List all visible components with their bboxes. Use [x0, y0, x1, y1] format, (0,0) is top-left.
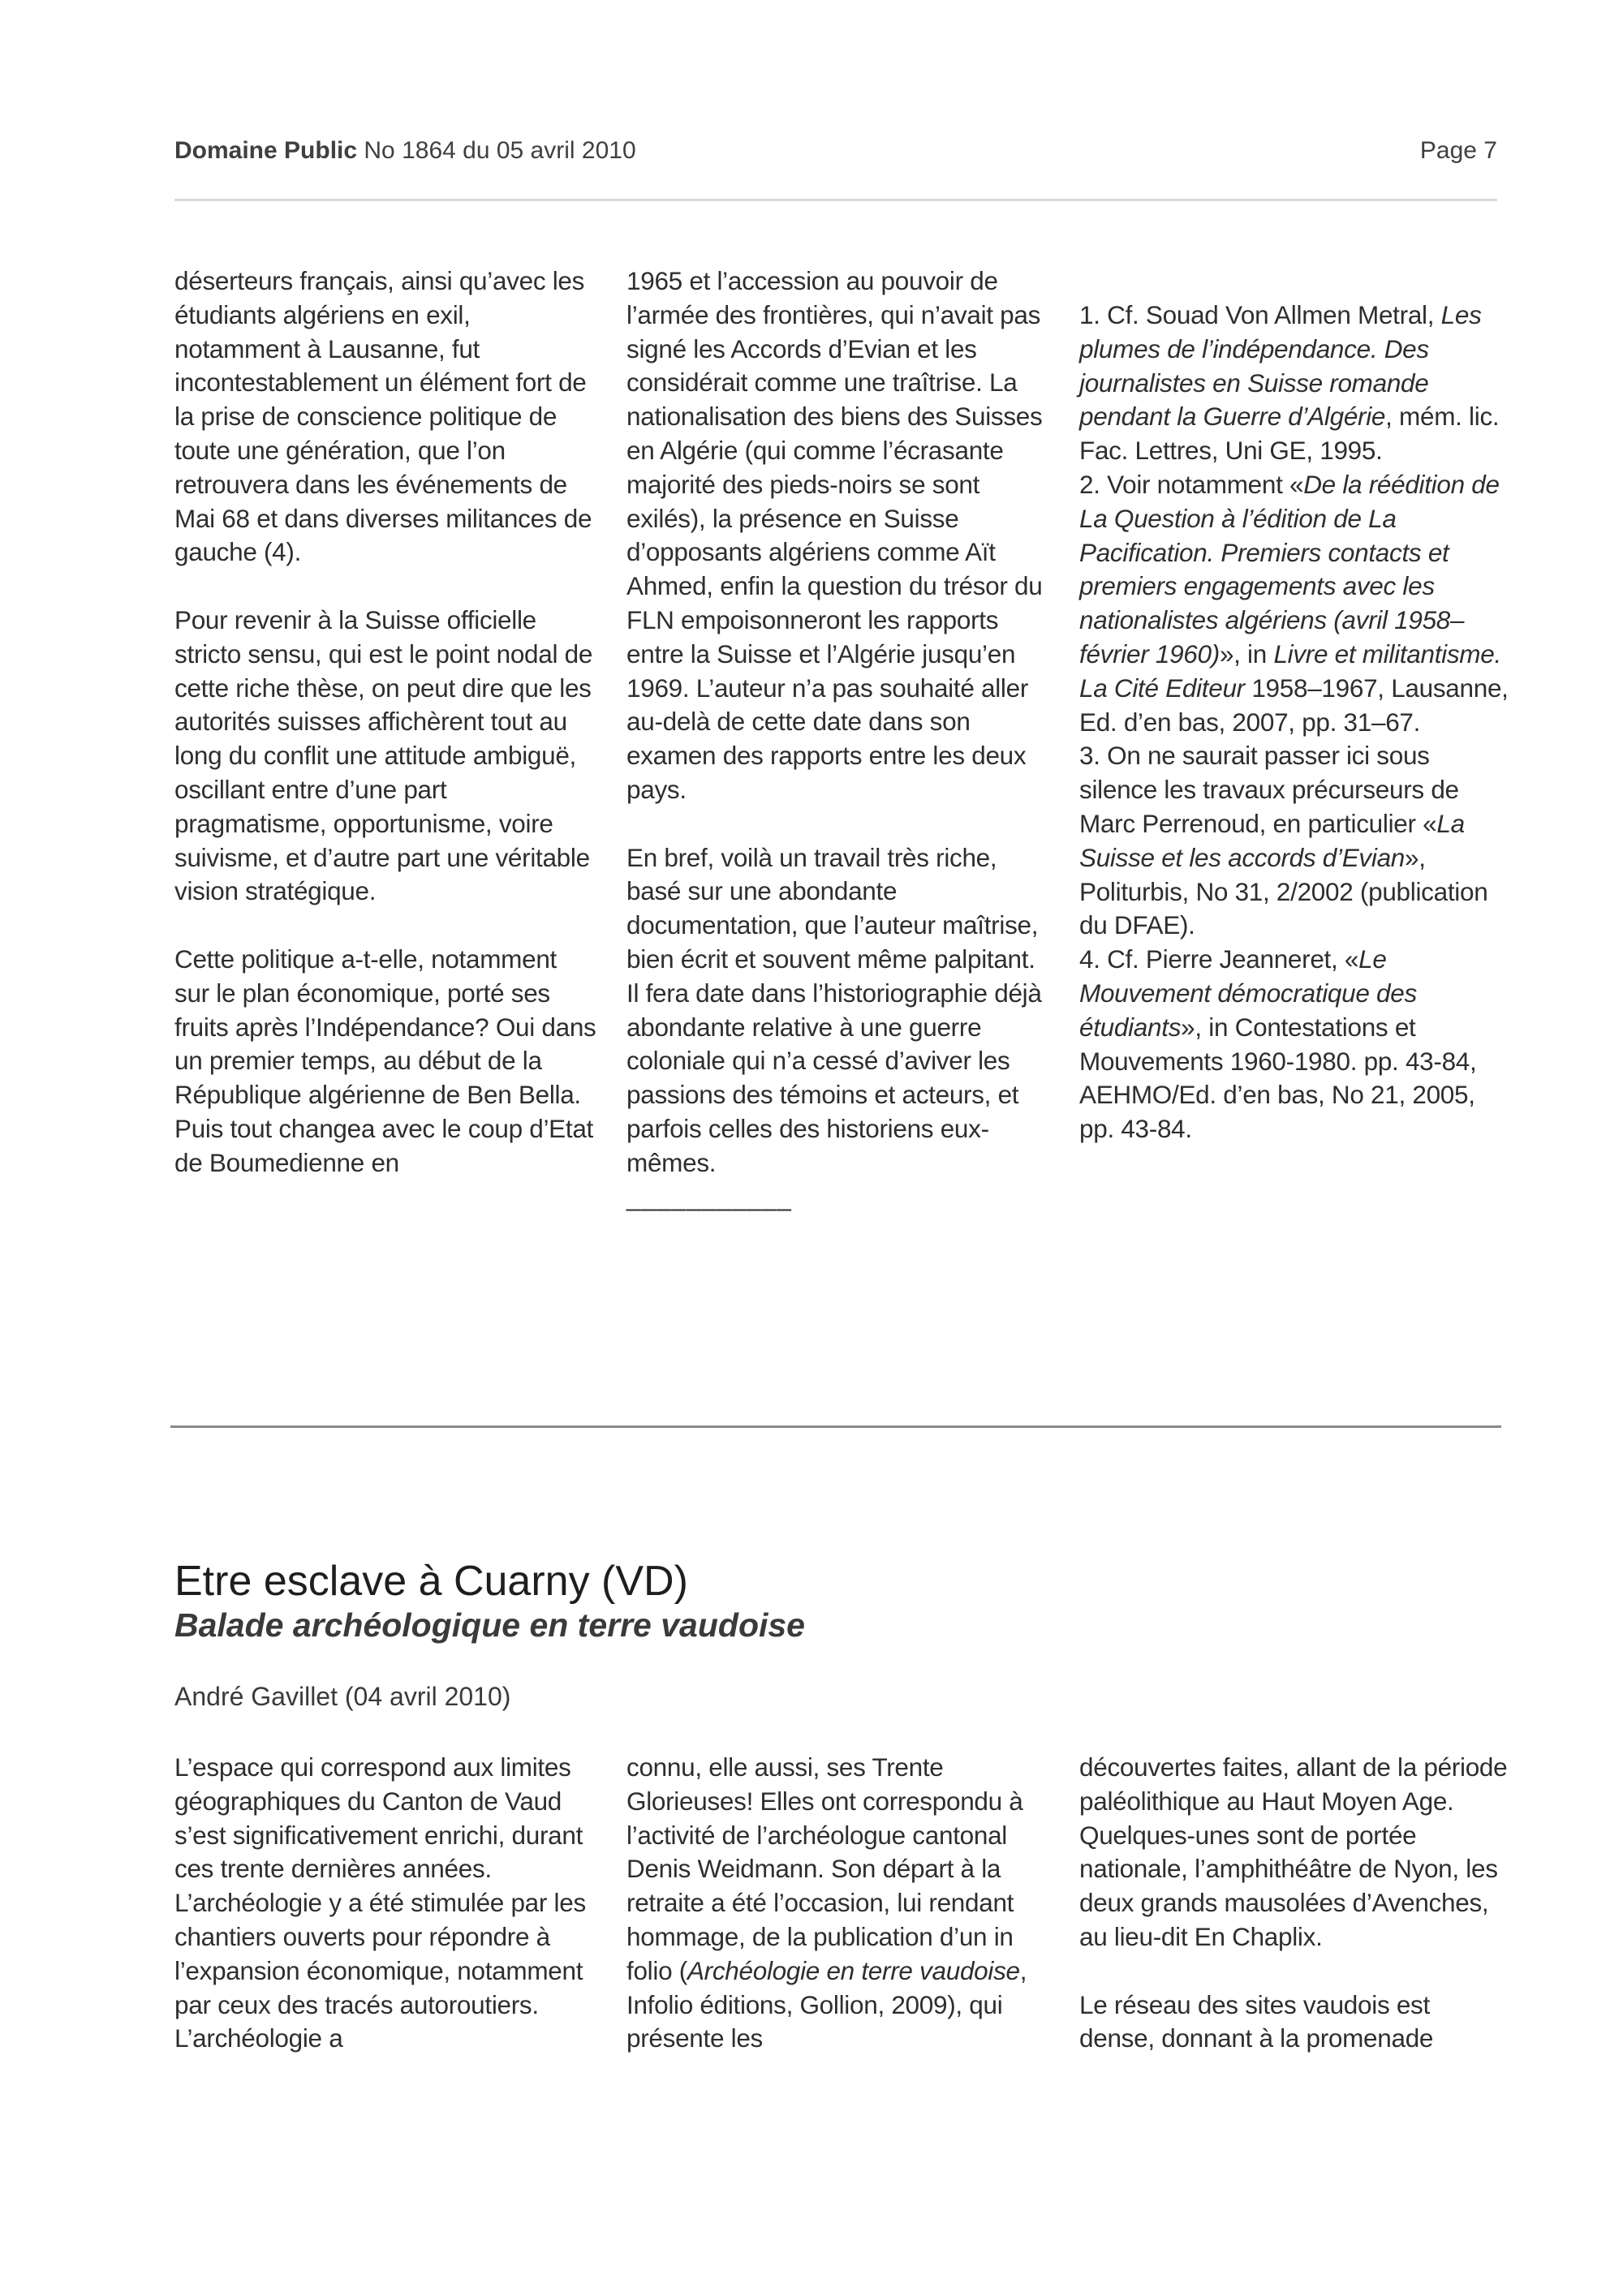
footnotes-column	[1079, 299, 1509, 1146]
paragraph: déserteurs français, ainsi qu’avec les étudiants algériens en exil, notamment à Lausanne, fut incontestablement un élément fort de la prise de conscience politique de toute une génération, que l’on retrouvera dans les événements de Mai 68 et dans diverses militances de gauche (4).	[174, 266, 592, 567]
footnote-text: », in	[1219, 638, 1274, 669]
footnote-separator: ___________	[626, 1181, 792, 1211]
footnote-title: La Suisse et les accords d’Evian	[1079, 808, 1465, 872]
paragraph: Le réseau des sites vaudois est dense, donnant à la promenade	[1079, 1989, 1434, 2053]
article-divider	[170, 1425, 1501, 1428]
footnote-title: Le Mouvement démocratique des étudiants	[1079, 944, 1417, 1042]
book-title: Archéologie en terre vaudoise	[687, 1955, 1020, 1985]
continued-column-2	[626, 264, 1048, 1214]
footnote-text: 2. Voir notamment «	[1079, 469, 1304, 499]
issue-info: No 1864 du 05 avril 2010	[364, 137, 636, 164]
footnote-1	[1079, 299, 1509, 468]
footnote-text: », Politurbis, No 31, 2/2002 (publication du DFAE).	[1079, 842, 1488, 940]
paragraph-text: En bref, voilà un travail très riche, basé sur une abondante documentation, que l’auteur maîtrise, bien écrit et souvent même palpitant. Il fera date dans l’historiographie déjà abondante relative à une guerre coloniale qui n’a cessé d’aviver les passions des témoins et acteurs, et parfois celles des historiens eux-mêmes.	[626, 842, 1042, 1177]
page-number: Page 7	[1419, 137, 1497, 164]
footnote-2	[1079, 468, 1509, 739]
footnote-title: Les plumes de l’indépendance. Des journalistes en Suisse romande pendant la Guerre d’Algérie	[1079, 300, 1482, 432]
page-header	[174, 135, 1497, 167]
paragraph	[626, 1751, 1048, 2056]
footnote-title: De la réédition de La Question à l’édition de La Pacification. Premiers contacts et premiers engagements avec les nationalistes algériens (avril 1958–février 1960)	[1079, 469, 1500, 669]
paragraph: 1965 et l’accession au pouvoir de l’armée des frontières, qui n’avait pas signé les Accords d’Evian et les considérait comme une traîtrise. La nationalisation des biens des Suisses en Algérie (qui comme l’écrasante majorité des pieds-noirs se sont exilés), la présence en Suisse d’opposants algériens comme Aït Ahmed, enfin la question du trésor du FLN empoisonneront les rapports entre la Suisse et l’Algérie jusqu’en 1969. L’auteur n’a pas souhaité aller au-delà de cette date dans son examen des rapports entre les deux pays.	[626, 266, 1043, 804]
footnote-text: », in Contestations et Mouvements 1960-1980. pp. 43-84, AEHMO/Ed. d’en bas, No 21, 2005, pp. 43-84.	[1079, 1012, 1477, 1144]
article-column-1	[174, 1751, 596, 2056]
footnote-text: , mém. lic. Fac. Lettres, Uni GE, 1995.	[1079, 402, 1500, 466]
footnote-text: 1958–1967, Lausanne, Ed. d’en bas, 2007, pp. 31–67.	[1079, 673, 1509, 737]
article-column-3	[1079, 1751, 1509, 2056]
footnote-book-title: Livre et militantisme. La Cité Editeur	[1079, 638, 1501, 703]
continued-column-1	[174, 264, 596, 1180]
paragraph: Cette politique a-t-elle, notamment sur le plan économique, porté ses fruits après l’Indépendance? Oui dans un premier temps, au début de la République algérienne de Ben Bella. Puis tout changea avec le coup d’Etat de Boumedienne en	[174, 944, 596, 1177]
publication-name: Domaine Public	[174, 137, 358, 164]
paragraph-text: connu, elle aussi, ses Trente Glorieuses! Elles ont correspondu à l’activité de l’archéologue cantonal Denis Weidmann. Son départ à la retraite a été l’occasion, lui rendant hommage, de la publication d’un in folio (	[626, 1752, 1023, 1985]
paragraph: découvertes faites, allant de la période paléolithique au Haut Moyen Age. Quelques-unes sont de portée nationale, l’amphithéâtre de Nyon, les deux grands mausolées d’Avenches, au lieu-dit En Chaplix.	[1079, 1752, 1508, 1951]
paragraph	[626, 841, 1048, 1215]
footnote-text: 4. Cf. Pierre Jeanneret, «	[1079, 944, 1359, 974]
paragraph: L’espace qui correspond aux limites géographiques du Canton de Vaud s’est significativement enrichi, durant ces trente dernières années. L’archéologie y a été stimulée par les chantiers ouverts pour répondre à l’expansion économique, notamment par ceux des tracés autoroutiers. L’archéologie a	[174, 1752, 586, 2053]
footnote-3	[1079, 739, 1509, 943]
article-subtitle: Balade archéologique en terre vaudoise	[174, 1606, 805, 1644]
article-column-2	[626, 1751, 1048, 2056]
paragraph-text: , Infolio éditions, Gollion, 2009), qui présente les	[626, 1955, 1027, 2053]
article-title: Etre esclave à Cuarny (VD)	[174, 1558, 688, 1605]
article-byline: André Gavillet (04 avril 2010)	[174, 1682, 511, 1711]
paragraph: Pour revenir à la Suisse officielle stricto sensu, qui est le point nodal de cette riche thèse, on peut dire que les autorités suisses affichèrent tout au long du conflit une attitude ambiguë, oscillant entre d’une part pragmatisme, opportunisme, voire suivisme, et d’autre part une véritable vision stratégique.	[174, 604, 593, 906]
footnote-text: 1. Cf. Souad Von Allmen Metral,	[1079, 300, 1441, 329]
footnote-text: 3. On ne saurait passer ici sous silence les travaux précurseurs de Marc Perrenoud, en particulier «	[1079, 741, 1459, 838]
footnote-4	[1079, 943, 1509, 1146]
header-divider	[174, 199, 1497, 201]
